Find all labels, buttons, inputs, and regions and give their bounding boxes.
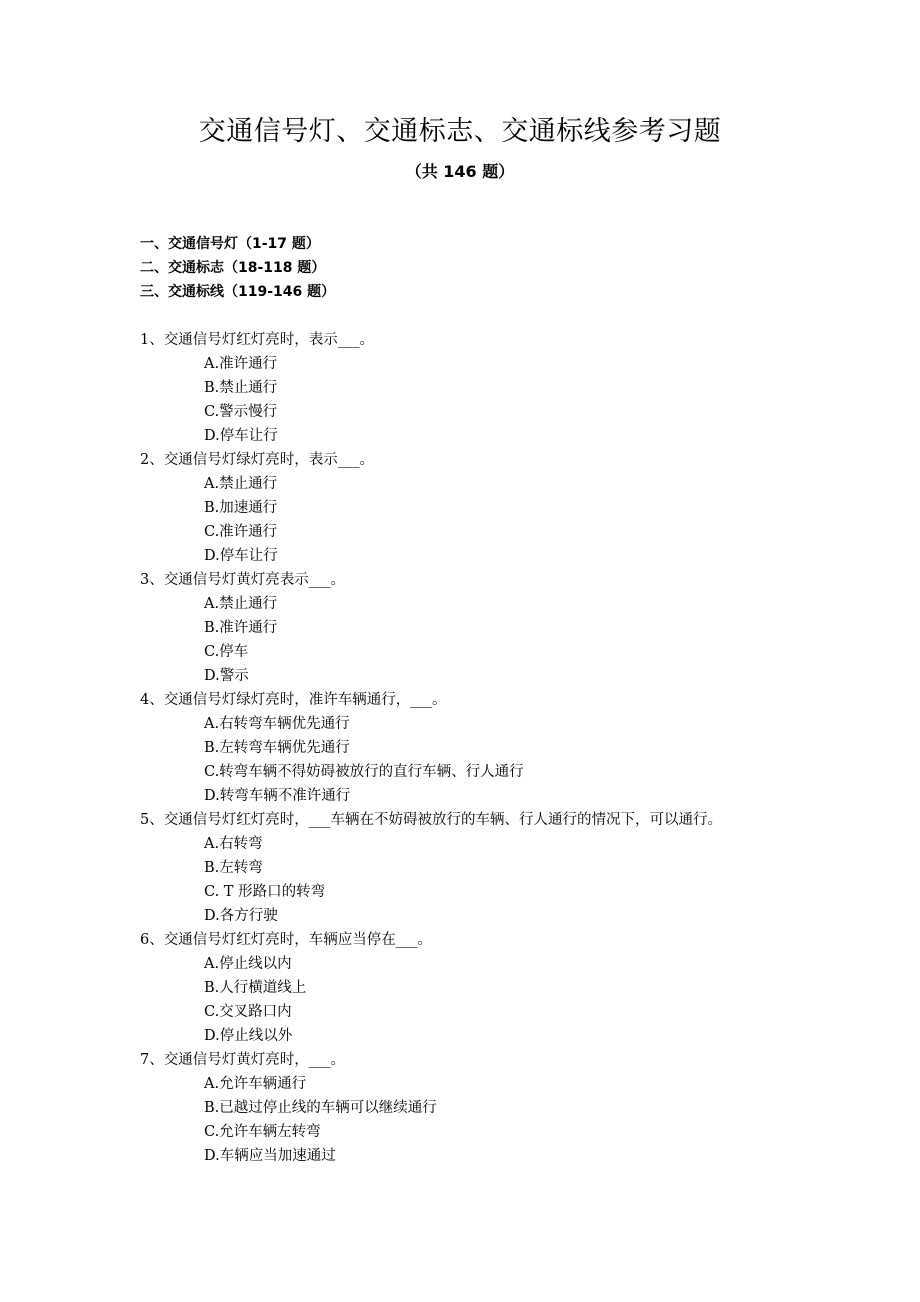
option-b: B.左转弯 (204, 860, 263, 876)
question-stem: 1、交通信号灯红灯亮时，表示___。 (140, 332, 374, 348)
question-1 (140, 328, 900, 448)
table-of-contents (140, 232, 840, 304)
question-7 (140, 1048, 900, 1168)
option-a: A.准许通行 (204, 356, 278, 372)
option-d: D.警示 (204, 668, 249, 684)
question-6 (140, 928, 900, 1048)
option-c: C.准许通行 (204, 524, 278, 540)
toc-item-signal-lights: 一、交通信号灯（1-17 题） (140, 236, 320, 252)
option-d: D.停车让行 (204, 428, 278, 444)
toc-item-traffic-signs: 二、交通标志（18-118 题） (140, 260, 326, 276)
option-b: B.准许通行 (204, 620, 278, 636)
question-stem: 2、交通信号灯绿灯亮时，表示___。 (140, 452, 374, 468)
question-stem: 3、交通信号灯黄灯亮表示___。 (140, 572, 345, 588)
option-d: D.各方行驶 (204, 908, 278, 924)
option-b: B.人行横道线上 (204, 980, 307, 996)
question-stem: 4、交通信号灯绿灯亮时，准许车辆通行，___。 (140, 692, 447, 708)
question-stem: 7、交通信号灯黄灯亮时，___。 (140, 1052, 345, 1068)
option-a: A.右转弯车辆优先通行 (204, 716, 350, 732)
option-c: C.停车 (204, 644, 249, 660)
option-a: A.允许车辆通行 (204, 1076, 307, 1092)
option-b: B.加速通行 (204, 500, 278, 516)
option-c: C.警示慢行 (204, 404, 278, 420)
question-3 (140, 568, 900, 688)
option-d: D.车辆应当加速通过 (204, 1148, 336, 1164)
option-a: A.停止线以内 (204, 956, 292, 972)
question-4 (140, 688, 900, 808)
question-5 (140, 808, 900, 928)
option-c: C.交叉路口内 (204, 1004, 292, 1020)
option-d: D.转弯车辆不准许通行 (204, 788, 351, 804)
option-a: A.右转弯 (204, 836, 263, 852)
question-stem: 6、交通信号灯红灯亮时，车辆应当停在___。 (140, 932, 432, 948)
question-stem: 5、交通信号灯红灯亮时，___车辆在不妨碍被放行的车辆、行人通行的情况下，可以通行。 (140, 812, 722, 828)
option-b: B.已越过停止线的车辆可以继续通行 (204, 1100, 437, 1116)
document-title: 交通信号灯、交通标志、交通标线参考习题 (198, 116, 722, 147)
toc-item-road-markings: 三、交通标线（119-146 题） (140, 284, 336, 300)
option-d: D.停止线以外 (204, 1028, 293, 1044)
option-b: B.左转弯车辆优先通行 (204, 740, 350, 756)
option-c: C. T 形路口的转弯 (204, 884, 326, 900)
option-b: B.禁止通行 (204, 380, 278, 396)
question-list (140, 328, 900, 1168)
document-subtitle: （共 146 题） (405, 162, 515, 181)
question-2 (140, 448, 900, 568)
option-a: A.禁止通行 (204, 596, 278, 612)
option-d: D.停车让行 (204, 548, 278, 564)
option-c: C.允许车辆左转弯 (204, 1124, 321, 1140)
option-a: A.禁止通行 (204, 476, 278, 492)
option-c: C.转弯车辆不得妨碍被放行的直行车辆、行人通行 (204, 764, 524, 780)
